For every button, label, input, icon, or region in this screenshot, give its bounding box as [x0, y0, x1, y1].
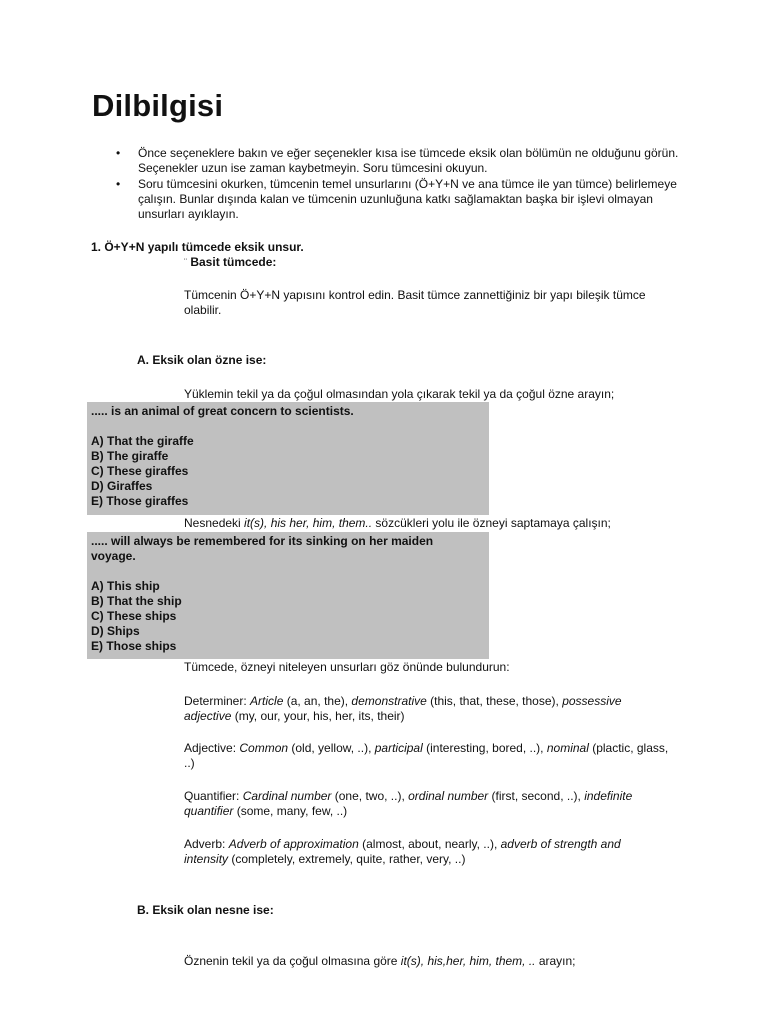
- basit-mark: ¨: [184, 257, 187, 267]
- text-run: Determiner:: [184, 694, 251, 708]
- question-stem: ..... is an animal of great concern to scientists.: [91, 404, 354, 418]
- text-run-italic: participal: [374, 741, 423, 755]
- determiner-paragraph: [184, 694, 664, 724]
- option-c: C) These giraffes: [91, 464, 189, 478]
- basit-paragraph: Tümcenin Ö+Y+N yapısını kontrol edin. Basit tümce zannettiğiniz bir yapı bileşik tümce olabilir.: [184, 288, 646, 317]
- text-run-italic: demonstrative: [351, 694, 427, 708]
- basit-heading: [184, 255, 276, 270]
- text-run: (one, two, ..),: [331, 789, 409, 803]
- list-item: • Soru tümcesini okurken, tümcenin temel unsurlarını (Ö+Y+N ve ana tümce ile yan tümce) belirlemeye çalışın. Bunlar dışında kalan ve tümcenin uzunluğuna katkı sağlamaktan başka bir işlevi olmayan unsurları ayıklayın.: [112, 177, 682, 222]
- text-run-italic: nominal: [546, 741, 589, 755]
- text-run: Nesnedeki: [184, 516, 245, 530]
- text-run: (almost, about, nearly, ..),: [358, 837, 501, 851]
- text-run: (interesting, bored, ..),: [422, 741, 547, 755]
- text-run: (some, many, few, ..): [233, 804, 348, 818]
- text-run-italic: Common: [239, 741, 289, 755]
- text-run: (a, an, the),: [283, 694, 352, 708]
- text-run-italic: adverb of strength and intensity: [184, 837, 621, 866]
- text-run: (completely, extremely, quite, rather, very, ..): [228, 852, 466, 866]
- tumcede-paragraph: Tümcede, özneyi niteleyen unsurları göz önünde bulundurun:: [184, 660, 510, 674]
- question-box-1: [87, 402, 489, 515]
- option-c: C) These ships: [91, 609, 177, 623]
- tips-list: [112, 146, 682, 223]
- text-run: Adverb:: [184, 837, 229, 851]
- text-run-italic: ordinal number: [408, 789, 489, 803]
- section-heading-b: B. Eksik olan nesne ise:: [137, 903, 274, 917]
- option-a: A) That the giraffe: [91, 434, 194, 448]
- question-stem: ..... will always be remembered for its sinking on her maiden voyage.: [91, 534, 434, 563]
- option-a: A) This ship: [91, 579, 160, 593]
- text-run: Quantifier:: [184, 789, 243, 803]
- section-a-paragraph: Yüklemin tekil ya da çoğul olmasından yola çıkarak tekil ya da çoğul özne arayın;: [184, 387, 615, 401]
- page-title: Dilbilgisi: [92, 88, 224, 123]
- adjective-paragraph: [184, 741, 674, 771]
- text-run-italic: possessive adjective: [184, 694, 622, 723]
- option-b: B) That the ship: [91, 594, 182, 608]
- section-heading-a: A. Eksik olan özne ise:: [137, 353, 267, 367]
- text-run: Öznenin tekil ya da çoğul olmasına göre: [184, 954, 401, 968]
- text-run-italic: Adverb of approximation: [228, 837, 359, 851]
- text-run: (my, our, your, his, her, its, their): [231, 709, 405, 723]
- text-run: (plactic, glass, ..): [184, 741, 669, 770]
- section-heading-1: 1. Ö+Y+N yapılı tümcede eksik unsur.: [91, 240, 304, 254]
- text-run-italic: it(s), his,her, him, them, ..: [400, 954, 536, 968]
- text-run: arayın;: [535, 954, 576, 968]
- list-item: • Önce seçeneklere bakın ve eğer seçenekler kısa ise tümcede eksik olan bölümün ne olduğunu görün. Seçenekler uzun ise zaman kaybetmeyin. Soru tümcesini okuyun.: [112, 146, 682, 176]
- text-run-italic: Cardinal number: [242, 789, 332, 803]
- question-box-2: [87, 532, 489, 659]
- text-run: (this, that, these, those),: [426, 694, 563, 708]
- option-b: B) The giraffe: [91, 449, 169, 463]
- nesnedeki-paragraph: [184, 516, 684, 531]
- option-e: E) Those ships: [91, 639, 177, 653]
- text-run-italic: it(s), his her, him, them..: [244, 516, 373, 530]
- text-run: (old, yellow, ..),: [288, 741, 375, 755]
- adverb-paragraph: [184, 837, 664, 867]
- basit-heading-label: Basit tümcede:: [190, 255, 277, 269]
- option-d: D) Giraffes: [91, 479, 153, 493]
- text-run: sözcükleri yolu ile özneyi saptamaya çalışın;: [372, 516, 611, 530]
- text-run: (first, second, ..),: [488, 789, 585, 803]
- option-e: E) Those giraffes: [91, 494, 189, 508]
- section-b-paragraph: [184, 954, 684, 969]
- text-run: Adjective:: [184, 741, 240, 755]
- text-run-italic: indefinite quantifier: [184, 789, 633, 818]
- text-run-italic: Article: [250, 694, 284, 708]
- option-d: D) Ships: [91, 624, 140, 638]
- quantifier-paragraph: [184, 789, 674, 819]
